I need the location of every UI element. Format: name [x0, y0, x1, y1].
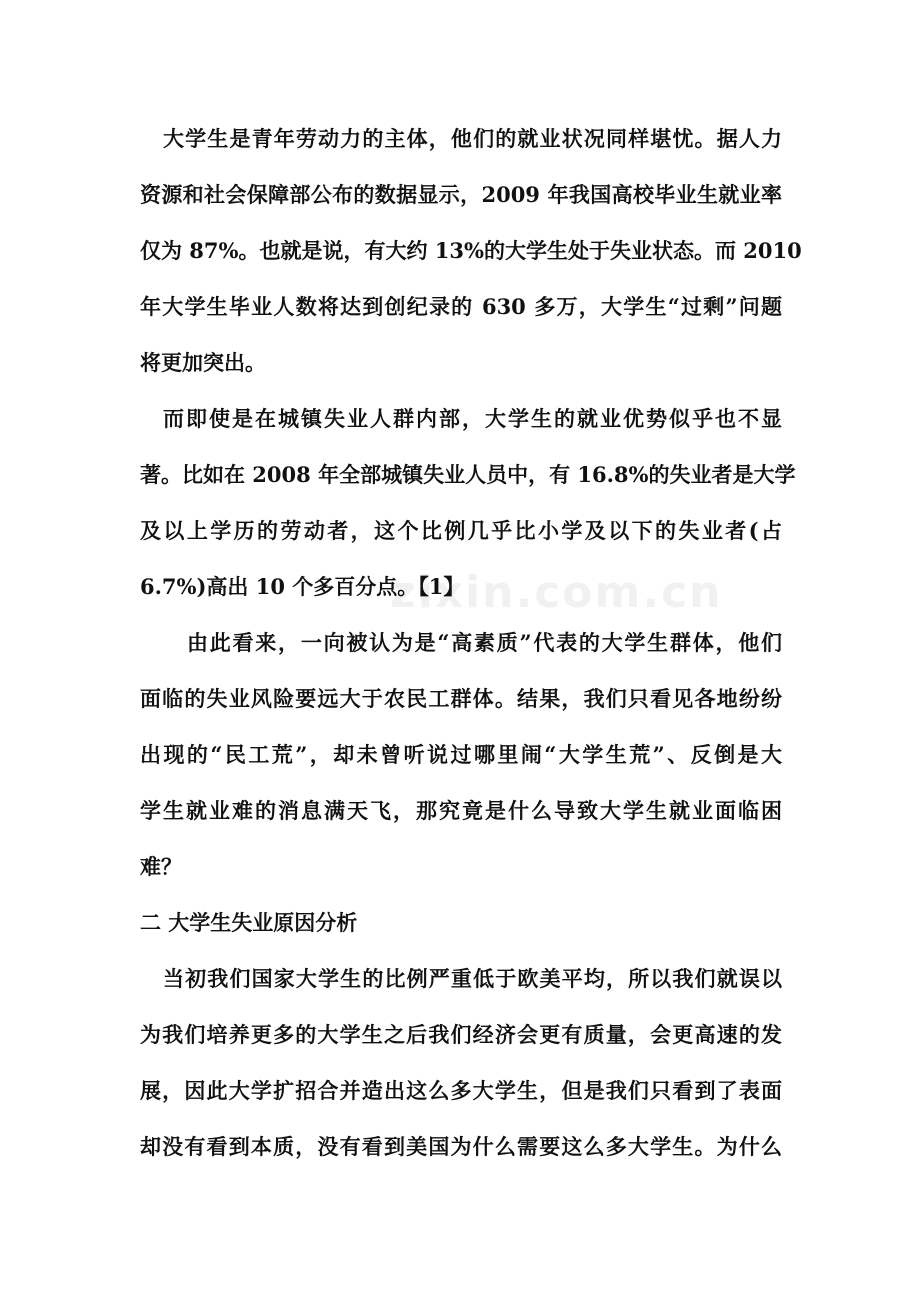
watermark: zixin.com.cn [390, 567, 723, 618]
paragraph-1-line-3: 仅为 87%。也就是说，有大约 13%的大学生处于失业状态。而 2010 [140, 238, 802, 263]
paragraph-3-line-1: 由此看来，一向被认为是“高素质”代表的大学生群体，他们 [187, 630, 782, 655]
paragraph-1-line-1: 大学生是青年劳动力的主体，他们的就业状况同样堪忧。据人力 [163, 126, 782, 151]
paragraph-2-line-1: 而即使是在城镇失业人群内部，大学生的就业优势似乎也不显 [163, 406, 782, 431]
paragraph-4-line-2: 为我们培养更多的大学生之后我们经济会更有质量，会更高速的发 [140, 1022, 782, 1047]
paragraph-3-line-5: 难？ [140, 854, 182, 879]
paragraph-2-line-4: 6.7%)高出 10 个多百分点。【1】 [140, 574, 465, 599]
paragraph-2-line-2: 著。比如在 2008 年全部城镇失业人员中，有 16.8%的失业者是大学 [140, 462, 796, 487]
section-heading: 二 大学生失业原因分析 [140, 910, 358, 935]
paragraph-1-line-4: 年大学生毕业人数将达到创纪录的 630 多万，大学生“过剩”问题 [140, 294, 782, 319]
paragraph-4-line-1: 当初我们国家大学生的比例严重低于欧美平均，所以我们就误以 [163, 966, 782, 991]
paragraph-4-line-4: 却没有看到本质，没有看到美国为什么需要这么多大学生。为什么 [140, 1134, 782, 1159]
paragraph-3-line-3: 出现的“民工荒”，却未曾听说过哪里闹“大学生荒”、反倒是大 [140, 742, 782, 767]
paragraph-1-line-5: 将更加突出。 [140, 350, 266, 375]
paragraph-4-line-3: 展，因此大学扩招合并造出这么多大学生，但是我们只看到了表面 [140, 1078, 782, 1103]
paragraph-3-line-4: 学生就业难的消息满天飞，那究竟是什么导致大学生就业面临困 [140, 798, 782, 823]
paragraph-2-line-3: 及以上学历的劳动者，这个比例几乎比小学及以下的失业者(占 [140, 518, 782, 543]
paragraph-3-line-2: 面临的失业风险要远大于农民工群体。结果，我们只看见各地纷纷 [140, 686, 782, 711]
paragraph-1-line-2: 资源和社会保障部公布的数据显示，2009 年我国高校毕业生就业率 [140, 182, 782, 207]
